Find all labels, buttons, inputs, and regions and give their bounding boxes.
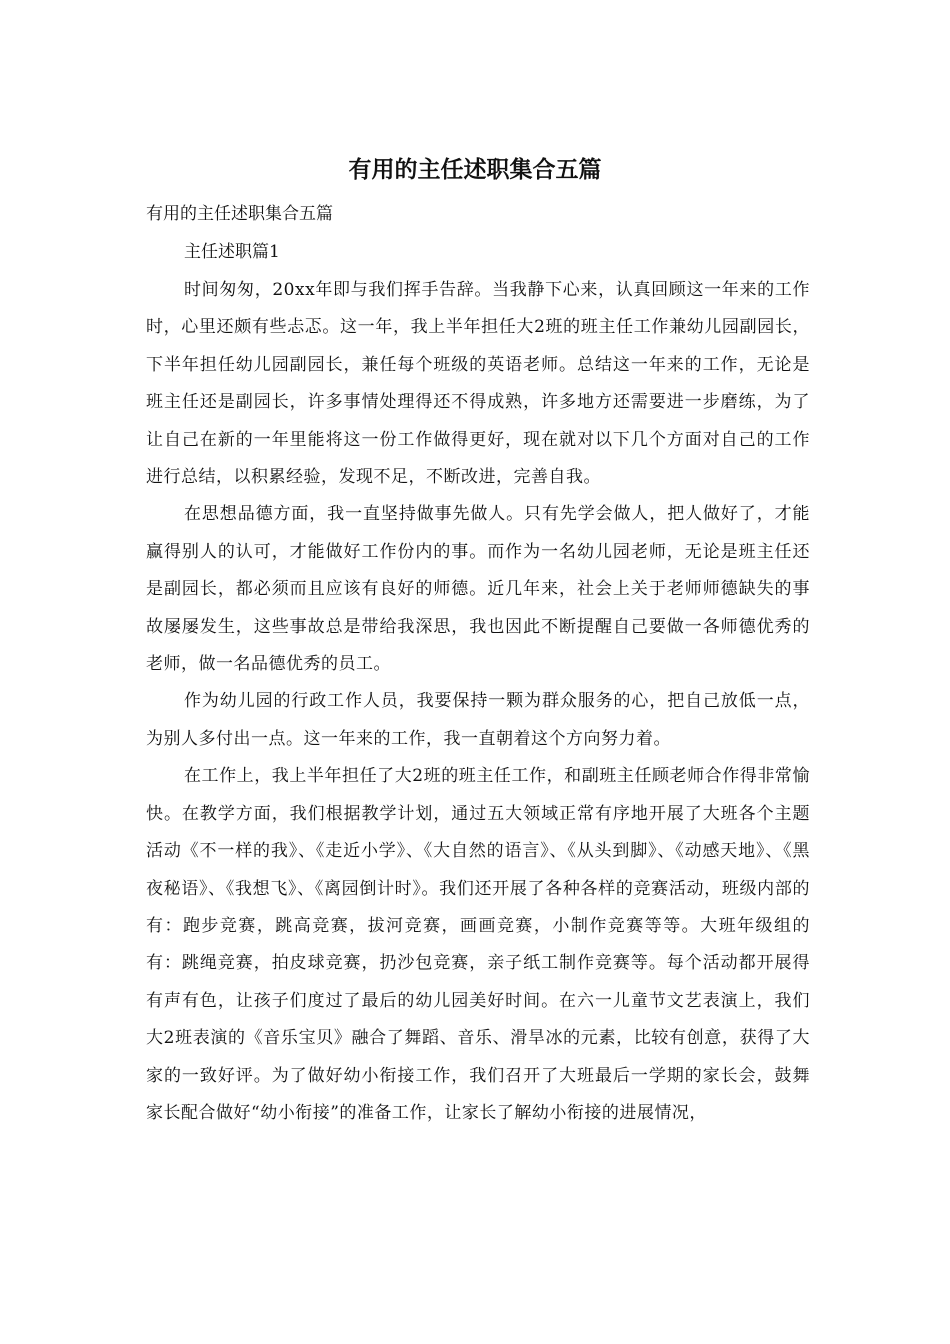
body-paragraph-1: 时间匆匆，20xx年即与我们挥手告辞。当我静下心来，认真回顾这一年来的工作时，心里还颇有些忐忑。这一年，我上半年担任大2班的班主任工作兼幼儿园副园长，下半年担任幼儿园副园长，兼任每个班级的英语老师。总结这一年来的工作，无论是班主任还是副园长，许多事情处理得还不得成熟，许多地方还需要进一步磨练，为了让自己在新的一年里能将这一份工作做得更好，现在就对以下几个方面对自己的工作进行总结，以积累经验，发现不足，不断改进，完善自我。 — [146, 280, 810, 488]
document-subtitle: 有用的主任述职集合五篇 — [146, 204, 333, 224]
body-paragraph-3: 作为幼儿园的行政工作人员，我要保持一颗为群众服务的心，把自己放低一点，为别人多付出一点。这一年来的工作，我一直朝着这个方向努力着。 — [146, 691, 810, 749]
document-body — [146, 272, 810, 1132]
document-title: 有用的主任述职集合五篇 — [348, 156, 602, 183]
section-heading: 主任述职篇1 — [184, 242, 280, 262]
body-paragraph-2: 在思想品德方面，我一直坚持做事先做人。只有先学会做人，把人做好了，才能赢得别人的认可，才能做好工作份内的事。而作为一名幼儿园老师，无论是班主任还是副园长，都必须而且应该有良好的师德。近几年来，社会上关于老师师德缺失的事故屡屡发生，这些事故总是带给我深思，我也因此不断提醒自己要做一各师德优秀的老师，做一名品德优秀的员工。 — [146, 504, 810, 675]
body-paragraph-4: 在工作上，我上半年担任了大2班的班主任工作，和副班主任顾老师合作得非常愉快。在教学方面，我们根据教学计划，通过五大领域正常有序地开展了大班各个主题活动《不一样的我》、《走近小学》、《大自然的语言》、《从头到脚》、《动感天地》、《黑夜秘语》、《我想飞》、《离园倒计时》。我们还开展了各种各样的竞赛活动，班级内部的有：跑步竞赛，跳高竞赛，拔河竞赛，画画竞赛，小制作竞赛等等。大班年级组的有：跳绳竞赛，拍皮球竞赛，扔沙包竞赛，亲子纸工制作竞赛等。每个活动都开展得有声有色，让孩子们度过了最后的幼儿园美好时间。在六一儿童节文艺表演上，我们大2班表演的《音乐宝贝》融合了舞蹈、音乐、滑旱冰的元素，比较有创意，获得了大家的一致好评。为了做好幼小衔接工作，我们召开了大班最后一学期的家长会，鼓舞家长配合做好“幼小衔接”的准备工作，让家长了解幼小衔接的进展情况， — [146, 766, 810, 1123]
